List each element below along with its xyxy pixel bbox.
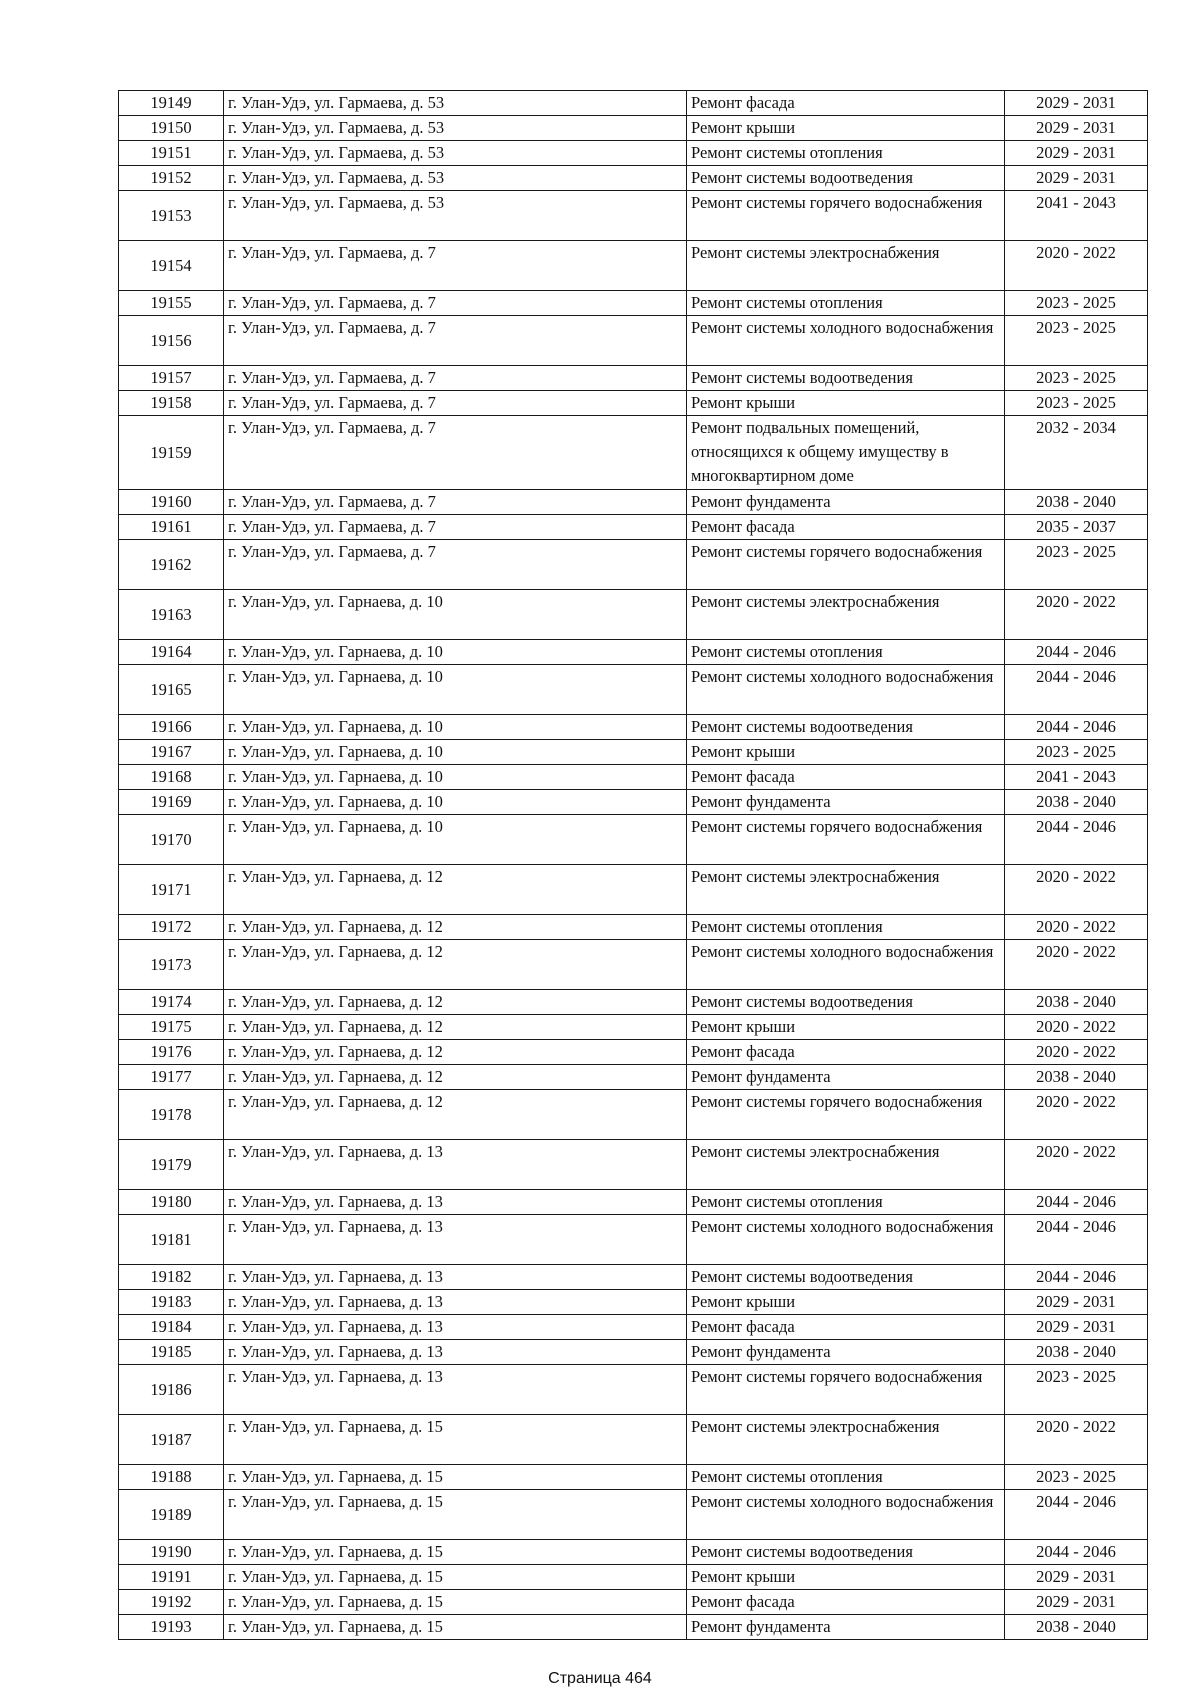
period-cell: 2020 - 2022	[1005, 865, 1148, 915]
table-row	[119, 790, 1148, 815]
address-cell: г. Улан-Удэ, ул. Гармаева, д. 7	[224, 515, 687, 540]
address-cell: г. Улан-Удэ, ул. Гарнаева, д. 15	[224, 1540, 687, 1565]
address-cell: г. Улан-Удэ, ул. Гармаева, д. 7	[224, 540, 687, 590]
row-id-cell: 19167	[119, 740, 224, 765]
table-row	[119, 416, 1148, 490]
row-id-cell: 19151	[119, 141, 224, 166]
work-type-cell: Ремонт крыши	[687, 1015, 1005, 1040]
address-cell: г. Улан-Удэ, ул. Гарнаева, д. 12	[224, 1065, 687, 1090]
work-type-cell: Ремонт системы отопления	[687, 915, 1005, 940]
table-row	[119, 765, 1148, 790]
address-cell: г. Улан-Удэ, ул. Гарнаева, д. 12	[224, 1090, 687, 1140]
work-type-cell: Ремонт системы электроснабжения	[687, 1415, 1005, 1465]
period-cell: 2023 - 2025	[1005, 366, 1148, 391]
work-type-cell: Ремонт системы отопления	[687, 640, 1005, 665]
address-cell: г. Улан-Удэ, ул. Гарнаева, д. 13	[224, 1215, 687, 1265]
table-row	[119, 191, 1148, 241]
work-type-cell: Ремонт системы отопления	[687, 141, 1005, 166]
work-type-cell: Ремонт крыши	[687, 1565, 1005, 1590]
period-cell: 2020 - 2022	[1005, 1090, 1148, 1140]
work-type-cell: Ремонт системы холодного водоснабжения	[687, 1490, 1005, 1540]
table-row	[119, 715, 1148, 740]
row-id-cell: 19170	[119, 815, 224, 865]
work-type-cell: Ремонт крыши	[687, 740, 1005, 765]
row-id-cell: 19188	[119, 1465, 224, 1490]
table-row	[119, 1365, 1148, 1415]
table-row	[119, 665, 1148, 715]
address-cell: г. Улан-Удэ, ул. Гарнаева, д. 13	[224, 1365, 687, 1415]
period-cell: 2020 - 2022	[1005, 1415, 1148, 1465]
table-row	[119, 940, 1148, 990]
row-id-cell: 19158	[119, 391, 224, 416]
address-cell: г. Улан-Удэ, ул. Гарнаева, д. 10	[224, 665, 687, 715]
table-row	[119, 366, 1148, 391]
work-type-cell: Ремонт фундамента	[687, 1340, 1005, 1365]
period-cell: 2038 - 2040	[1005, 1065, 1148, 1090]
period-cell: 2020 - 2022	[1005, 1040, 1148, 1065]
row-id-cell: 19166	[119, 715, 224, 740]
period-cell: 2023 - 2025	[1005, 1365, 1148, 1415]
row-id-cell: 19150	[119, 116, 224, 141]
row-id-cell: 19155	[119, 291, 224, 316]
address-cell: г. Улан-Удэ, ул. Гармаева, д. 7	[224, 391, 687, 416]
table-row	[119, 116, 1148, 141]
work-type-cell: Ремонт системы горячего водоснабжения	[687, 1090, 1005, 1140]
period-cell: 2029 - 2031	[1005, 1565, 1148, 1590]
address-cell: г. Улан-Удэ, ул. Гармаева, д. 7	[224, 490, 687, 515]
table-row	[119, 990, 1148, 1015]
work-type-cell: Ремонт фундамента	[687, 1065, 1005, 1090]
period-cell: 2044 - 2046	[1005, 1265, 1148, 1290]
period-cell: 2020 - 2022	[1005, 241, 1148, 291]
table-row	[119, 815, 1148, 865]
table-row	[119, 1190, 1148, 1215]
work-type-cell: Ремонт системы водоотведения	[687, 166, 1005, 191]
work-type-cell: Ремонт системы водоотведения	[687, 1265, 1005, 1290]
row-id-cell: 19181	[119, 1215, 224, 1265]
row-id-cell: 19189	[119, 1490, 224, 1540]
page-number: Страница 464	[548, 1670, 652, 1687]
work-type-cell: Ремонт системы водоотведения	[687, 715, 1005, 740]
row-id-cell: 19174	[119, 990, 224, 1015]
period-cell: 2029 - 2031	[1005, 141, 1148, 166]
row-id-cell: 19184	[119, 1315, 224, 1340]
address-cell: г. Улан-Удэ, ул. Гармаева, д. 7	[224, 291, 687, 316]
period-cell: 2044 - 2046	[1005, 715, 1148, 740]
row-id-cell: 19172	[119, 915, 224, 940]
row-id-cell: 19177	[119, 1065, 224, 1090]
row-id-cell: 19163	[119, 590, 224, 640]
work-type-cell: Ремонт системы горячего водоснабжения	[687, 191, 1005, 241]
period-cell: 2029 - 2031	[1005, 1315, 1148, 1340]
row-id-cell: 19175	[119, 1015, 224, 1040]
repair-schedule-table	[118, 90, 1148, 1640]
address-cell: г. Улан-Удэ, ул. Гармаева, д. 53	[224, 141, 687, 166]
row-id-cell: 19154	[119, 241, 224, 291]
period-cell: 2038 - 2040	[1005, 990, 1148, 1015]
table-row	[119, 1015, 1148, 1040]
address-cell: г. Улан-Удэ, ул. Гармаева, д. 7	[224, 241, 687, 291]
work-type-cell: Ремонт системы холодного водоснабжения	[687, 665, 1005, 715]
address-cell: г. Улан-Удэ, ул. Гармаева, д. 53	[224, 166, 687, 191]
row-id-cell: 19171	[119, 865, 224, 915]
address-cell: г. Улан-Удэ, ул. Гарнаева, д. 10	[224, 590, 687, 640]
table-row	[119, 740, 1148, 765]
row-id-cell: 19180	[119, 1190, 224, 1215]
row-id-cell: 19179	[119, 1140, 224, 1190]
work-type-cell: Ремонт системы отопления	[687, 1465, 1005, 1490]
table-row	[119, 1490, 1148, 1540]
address-cell: г. Улан-Удэ, ул. Гарнаева, д. 15	[224, 1490, 687, 1540]
period-cell: 2044 - 2046	[1005, 1540, 1148, 1565]
row-id-cell: 19164	[119, 640, 224, 665]
period-cell: 2038 - 2040	[1005, 1340, 1148, 1365]
address-cell: г. Улан-Удэ, ул. Гарнаева, д. 13	[224, 1140, 687, 1190]
row-id-cell: 19161	[119, 515, 224, 540]
address-cell: г. Улан-Удэ, ул. Гармаева, д. 53	[224, 191, 687, 241]
row-id-cell: 19183	[119, 1290, 224, 1315]
table-row	[119, 91, 1148, 116]
table-row	[119, 1315, 1148, 1340]
period-cell: 2029 - 2031	[1005, 1590, 1148, 1615]
row-id-cell: 19156	[119, 316, 224, 366]
period-cell: 2038 - 2040	[1005, 490, 1148, 515]
address-cell: г. Улан-Удэ, ул. Гарнаева, д. 10	[224, 740, 687, 765]
row-id-cell: 19173	[119, 940, 224, 990]
row-id-cell: 19187	[119, 1415, 224, 1465]
address-cell: г. Улан-Удэ, ул. Гарнаева, д. 10	[224, 715, 687, 740]
row-id-cell: 19157	[119, 366, 224, 391]
period-cell: 2023 - 2025	[1005, 1465, 1148, 1490]
period-cell: 2020 - 2022	[1005, 1140, 1148, 1190]
work-type-cell: Ремонт системы отопления	[687, 291, 1005, 316]
table-row	[119, 915, 1148, 940]
table-row	[119, 291, 1148, 316]
work-type-cell: Ремонт фасада	[687, 1040, 1005, 1065]
address-cell: г. Улан-Удэ, ул. Гарнаева, д. 12	[224, 865, 687, 915]
period-cell: 2038 - 2040	[1005, 790, 1148, 815]
row-id-cell: 19190	[119, 1540, 224, 1565]
work-type-cell: Ремонт фундамента	[687, 790, 1005, 815]
address-cell: г. Улан-Удэ, ул. Гарнаева, д. 15	[224, 1415, 687, 1465]
table-row	[119, 1265, 1148, 1290]
work-type-cell: Ремонт системы холодного водоснабжения	[687, 316, 1005, 366]
work-type-cell: Ремонт фасада	[687, 515, 1005, 540]
table-row	[119, 490, 1148, 515]
period-cell: 2044 - 2046	[1005, 640, 1148, 665]
work-type-cell: Ремонт фасада	[687, 765, 1005, 790]
table-row	[119, 141, 1148, 166]
table-row	[119, 1040, 1148, 1065]
period-cell: 2029 - 2031	[1005, 116, 1148, 141]
work-type-cell: Ремонт системы отопления	[687, 1190, 1005, 1215]
period-cell: 2041 - 2043	[1005, 191, 1148, 241]
table-row	[119, 515, 1148, 540]
row-id-cell: 19191	[119, 1565, 224, 1590]
address-cell: г. Улан-Удэ, ул. Гарнаева, д. 10	[224, 790, 687, 815]
work-type-cell: Ремонт системы электроснабжения	[687, 1140, 1005, 1190]
work-type-cell: Ремонт крыши	[687, 391, 1005, 416]
address-cell: г. Улан-Удэ, ул. Гарнаева, д. 10	[224, 640, 687, 665]
table-body	[119, 91, 1148, 1640]
work-type-cell: Ремонт системы электроснабжения	[687, 590, 1005, 640]
row-id-cell: 19168	[119, 765, 224, 790]
table-row	[119, 640, 1148, 665]
row-id-cell: 19162	[119, 540, 224, 590]
address-cell: г. Улан-Удэ, ул. Гарнаева, д. 12	[224, 1040, 687, 1065]
work-type-cell: Ремонт крыши	[687, 1290, 1005, 1315]
work-type-cell: Ремонт системы электроснабжения	[687, 241, 1005, 291]
row-id-cell: 19192	[119, 1590, 224, 1615]
row-id-cell: 19193	[119, 1615, 224, 1640]
address-cell: г. Улан-Удэ, ул. Гарнаева, д. 13	[224, 1290, 687, 1315]
period-cell: 2020 - 2022	[1005, 940, 1148, 990]
table-row	[119, 316, 1148, 366]
address-cell: г. Улан-Удэ, ул. Гарнаева, д. 15	[224, 1615, 687, 1640]
row-id-cell: 19159	[119, 416, 224, 490]
address-cell: г. Улан-Удэ, ул. Гарнаева, д. 13	[224, 1315, 687, 1340]
address-cell: г. Улан-Удэ, ул. Гарнаева, д. 15	[224, 1465, 687, 1490]
row-id-cell: 19186	[119, 1365, 224, 1415]
work-type-cell: Ремонт системы горячего водоснабжения	[687, 540, 1005, 590]
address-cell: г. Улан-Удэ, ул. Гарнаева, д. 12	[224, 940, 687, 990]
address-cell: г. Улан-Удэ, ул. Гарнаева, д. 13	[224, 1340, 687, 1365]
address-cell: г. Улан-Удэ, ул. Гармаева, д. 7	[224, 316, 687, 366]
table-row	[119, 1090, 1148, 1140]
work-type-cell: Ремонт системы водоотведения	[687, 990, 1005, 1015]
table-row	[119, 1415, 1148, 1465]
work-type-cell: Ремонт системы горячего водоснабжения	[687, 1365, 1005, 1415]
address-cell: г. Улан-Удэ, ул. Гарнаева, д. 12	[224, 1015, 687, 1040]
period-cell: 2023 - 2025	[1005, 291, 1148, 316]
address-cell: г. Улан-Удэ, ул. Гармаева, д. 53	[224, 91, 687, 116]
table-row	[119, 1340, 1148, 1365]
table-row	[119, 1540, 1148, 1565]
table-row	[119, 1590, 1148, 1615]
work-type-cell: Ремонт системы водоотведения	[687, 366, 1005, 391]
period-cell: 2038 - 2040	[1005, 1615, 1148, 1640]
period-cell: 2041 - 2043	[1005, 765, 1148, 790]
table-row	[119, 540, 1148, 590]
work-type-cell: Ремонт фундамента	[687, 490, 1005, 515]
table-row	[119, 590, 1148, 640]
row-id-cell: 19185	[119, 1340, 224, 1365]
period-cell: 2044 - 2046	[1005, 815, 1148, 865]
period-cell: 2035 - 2037	[1005, 515, 1148, 540]
table-row	[119, 241, 1148, 291]
work-type-cell: Ремонт фасада	[687, 91, 1005, 116]
period-cell: 2032 - 2034	[1005, 416, 1148, 490]
work-type-cell: Ремонт крыши	[687, 116, 1005, 141]
table-row	[119, 865, 1148, 915]
address-cell: г. Улан-Удэ, ул. Гарнаева, д. 15	[224, 1565, 687, 1590]
table-row	[119, 1615, 1148, 1640]
work-type-cell: Ремонт системы электроснабжения	[687, 865, 1005, 915]
period-cell: 2023 - 2025	[1005, 316, 1148, 366]
table-row	[119, 1465, 1148, 1490]
period-cell: 2023 - 2025	[1005, 740, 1148, 765]
row-id-cell: 19149	[119, 91, 224, 116]
address-cell: г. Улан-Удэ, ул. Гарнаева, д. 15	[224, 1590, 687, 1615]
address-cell: г. Улан-Удэ, ул. Гарнаева, д. 10	[224, 815, 687, 865]
row-id-cell: 19153	[119, 191, 224, 241]
work-type-cell: Ремонт фасада	[687, 1315, 1005, 1340]
work-type-cell: Ремонт подвальных помещений, относящихся к общему имуществу в многоквартирном доме	[687, 416, 1005, 490]
address-cell: г. Улан-Удэ, ул. Гарнаева, д. 12	[224, 990, 687, 1015]
address-cell: г. Улан-Удэ, ул. Гарнаева, д. 13	[224, 1265, 687, 1290]
row-id-cell: 19182	[119, 1265, 224, 1290]
address-cell: г. Улан-Удэ, ул. Гарнаева, д. 10	[224, 765, 687, 790]
row-id-cell: 19165	[119, 665, 224, 715]
work-type-cell: Ремонт системы водоотведения	[687, 1540, 1005, 1565]
table-row	[119, 1565, 1148, 1590]
work-type-cell: Ремонт системы горячего водоснабжения	[687, 815, 1005, 865]
period-cell: 2023 - 2025	[1005, 391, 1148, 416]
period-cell: 2044 - 2046	[1005, 1190, 1148, 1215]
period-cell: 2044 - 2046	[1005, 665, 1148, 715]
table-row	[119, 1065, 1148, 1090]
work-type-cell: Ремонт системы холодного водоснабжения	[687, 940, 1005, 990]
period-cell: 2020 - 2022	[1005, 1015, 1148, 1040]
row-id-cell: 19178	[119, 1090, 224, 1140]
address-cell: г. Улан-Удэ, ул. Гармаева, д. 7	[224, 416, 687, 490]
table-row	[119, 1290, 1148, 1315]
period-cell: 2023 - 2025	[1005, 540, 1148, 590]
row-id-cell: 19176	[119, 1040, 224, 1065]
table-row	[119, 391, 1148, 416]
work-type-cell: Ремонт системы холодного водоснабжения	[687, 1215, 1005, 1265]
row-id-cell: 19169	[119, 790, 224, 815]
address-cell: г. Улан-Удэ, ул. Гармаева, д. 7	[224, 366, 687, 391]
period-cell: 2044 - 2046	[1005, 1490, 1148, 1540]
work-type-cell: Ремонт фундамента	[687, 1615, 1005, 1640]
row-id-cell: 19160	[119, 490, 224, 515]
table-row	[119, 1215, 1148, 1265]
table-row	[119, 1140, 1148, 1190]
period-cell: 2029 - 2031	[1005, 1290, 1148, 1315]
period-cell: 2029 - 2031	[1005, 91, 1148, 116]
period-cell: 2029 - 2031	[1005, 166, 1148, 191]
period-cell: 2044 - 2046	[1005, 1215, 1148, 1265]
period-cell: 2020 - 2022	[1005, 915, 1148, 940]
work-type-cell: Ремонт фасада	[687, 1590, 1005, 1615]
address-cell: г. Улан-Удэ, ул. Гармаева, д. 53	[224, 116, 687, 141]
row-id-cell: 19152	[119, 166, 224, 191]
address-cell: г. Улан-Удэ, ул. Гарнаева, д. 12	[224, 915, 687, 940]
address-cell: г. Улан-Удэ, ул. Гарнаева, д. 13	[224, 1190, 687, 1215]
table-row	[119, 166, 1148, 191]
period-cell: 2020 - 2022	[1005, 590, 1148, 640]
